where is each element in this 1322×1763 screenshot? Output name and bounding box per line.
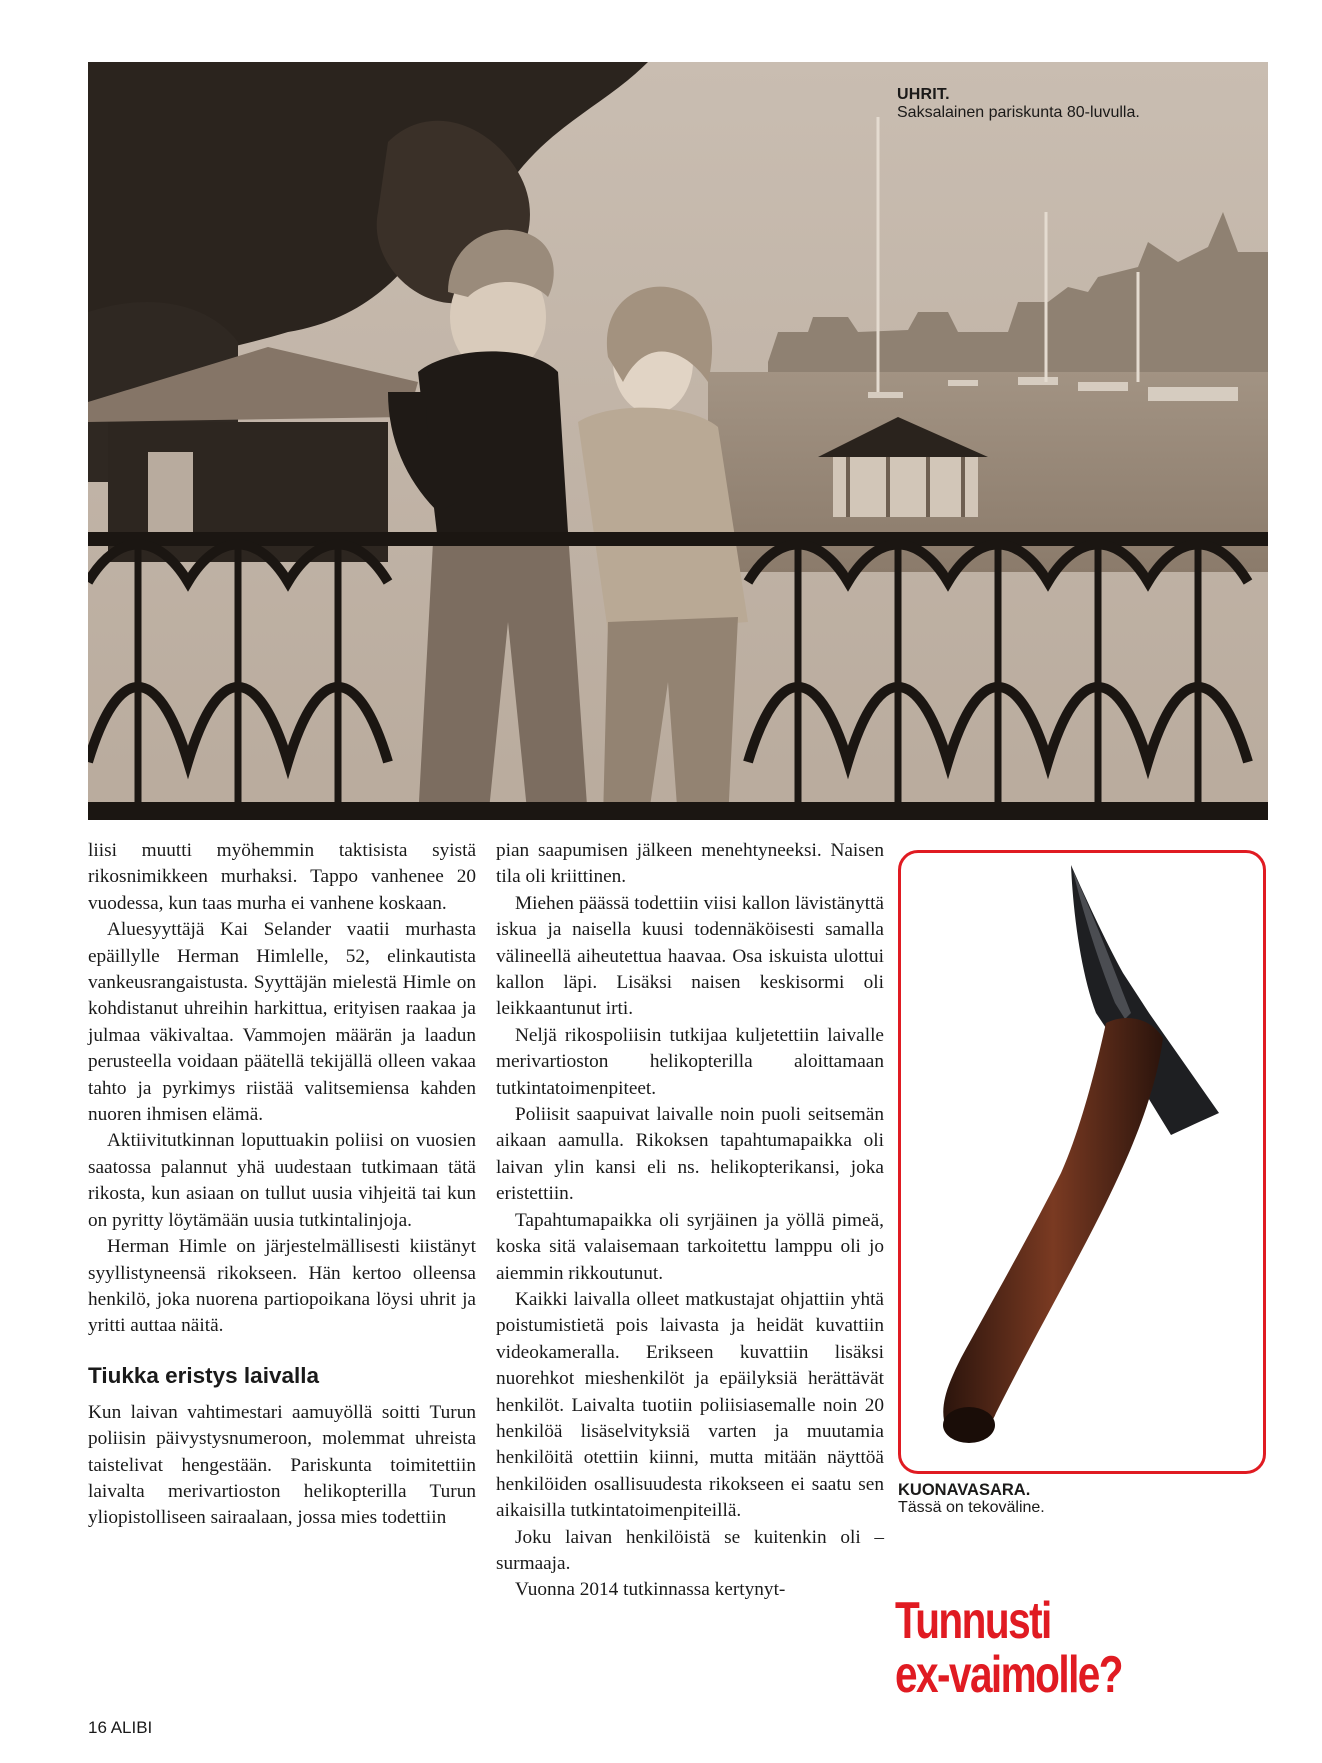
paragraph: Kaikki laivalla olleet matkustajat ohjattiin yhtä poistumistietä pois laivasta ja heidät kuvattiin videokameralla. Erikseen kuvattiin lisäksi nuorehkot mieshenkilöt ja epäilyksiä herättävät henkilöt. Laivalta tuotiin poliisiasemalle noin 20 henkilöä lisäselvityksiä varten ja muutamia henkilöitä otettiin kiinni, mutta mitään näyttöä henkilöiden osallisuudesta rikokseen ei saatu sen aikaisilla tutkintatoimenpiteillä. — [496, 1288, 884, 1522]
paragraph: Tapahtumapaikka oli syrjäinen ja yöllä pimeä, koska sitä valaisemaan tarkoitettu lamppu oli jo aiemmin rikkoutunut. — [496, 1209, 884, 1284]
victims-photo — [88, 62, 1268, 820]
paragraph: liisi muutti myöhemmin taktisista syistä rikosnimikkeen murhaksi. Tappo vanhenee 20 vuodessa, kun taas murha ei vanhene koskaan. — [88, 840, 476, 914]
paragraph: Joku laivan henkilöistä se kuitenkin oli – surmaaja. — [496, 1526, 884, 1574]
article-column-1 — [88, 838, 476, 1532]
paragraph: Miehen päässä todettiin viisi kallon lävistänyttä iskua ja naisella kuusi todennäköisesti samalla välineellä aiheutettua haavaa. Osa iskuista ulottui kallon läpi. Lisäksi naisen keskisormi oli leikkaantunut irti. — [496, 892, 884, 1020]
paragraph: Kun laivan vahtimestari aamuyöllä soitti Turun poliisin päivystysnumeroon, molemmat uhreista taistelivat hengestään. Pariskunta toimitettiin laivalta merivartioston helikopterilla Turun yliopistolliseen sairaalaan, jossa mies todettiin — [88, 1401, 476, 1529]
paragraph: Aktiivitutkinnan loputtuakin poliisi on vuosien saatossa palannut yhä uudestaan tutkimaan tätä rikosta, kun asiaan on tullut uusia vihjeitä tai kun on pyritty löytämään uusia tutkintalinjoja. — [88, 1130, 476, 1231]
hammer-caption-title: KUONAVASARA. — [898, 1481, 1031, 1499]
photo-caption-title: UHRIT. — [897, 86, 950, 103]
hammer-caption-text: Tässä on tekoväline. — [898, 1499, 1045, 1517]
photo-caption-text: Saksalainen pariskunta 80-luvulla. — [897, 103, 1140, 121]
paragraph: pian saapumisen jälkeen menehtyneeksi. Naisen tila oli kriittinen. — [496, 840, 884, 888]
subheading: Tiukka eristys laivalla — [88, 1362, 319, 1388]
page-number: 16 ALIBI — [88, 1718, 153, 1737]
photo-caption — [897, 86, 1247, 122]
victims-photo-illustration — [88, 62, 1268, 820]
hammer-image-box — [898, 850, 1266, 1474]
paragraph: Vuonna 2014 tutkinnassa kertynyt- — [515, 1579, 786, 1601]
sidebar-headline — [895, 1594, 1184, 1702]
paragraph: Aluesyyttäjä Kai Selander vaatii murhasta epäillylle Herman Himlelle, 52, elinkautista vankeusrangaistusta. Syyttäjän mielestä Himle on kohdistanut uhreihin harkittua, erityisen raakaa ja julmaa väkivaltaa. Vammojen määrän ja laadun perusteella voidaan päätellä tekijällä olleen vakaa tahto ja pyrkimys riistää valitsemiensa kahden nuoren ihmisen elämä. — [88, 919, 476, 1126]
paragraph: Neljä rikospoliisin tutkijaa kuljetettiin laivalle merivartioston helikopterilla aloittamaan tutkintatoimenpiteet. — [496, 1024, 884, 1099]
paragraph: Poliisit saapuivat laivalle noin puoli seitsemän aikaan aamulla. Rikoksen tapahtumapaikka oli laivan ylin kansi eli ns. helikopterikansi, joka eristettiin. — [496, 1104, 884, 1205]
article-column-2 — [496, 838, 884, 1604]
hammer-caption — [898, 1481, 1258, 1517]
headline-line: Tunnusti — [895, 1592, 1051, 1650]
hammer-illustration — [901, 853, 1263, 1471]
headline-line: ex-vaimolle? — [895, 1646, 1123, 1704]
paragraph: Herman Himle on järjestelmällisesti kiistänyt syyllistyneensä rikokseen. Hän kertoo olleensa henkilö, joka nuorena partiopoikana löysi uhrit ja yritti auttaa näitä. — [88, 1236, 476, 1337]
